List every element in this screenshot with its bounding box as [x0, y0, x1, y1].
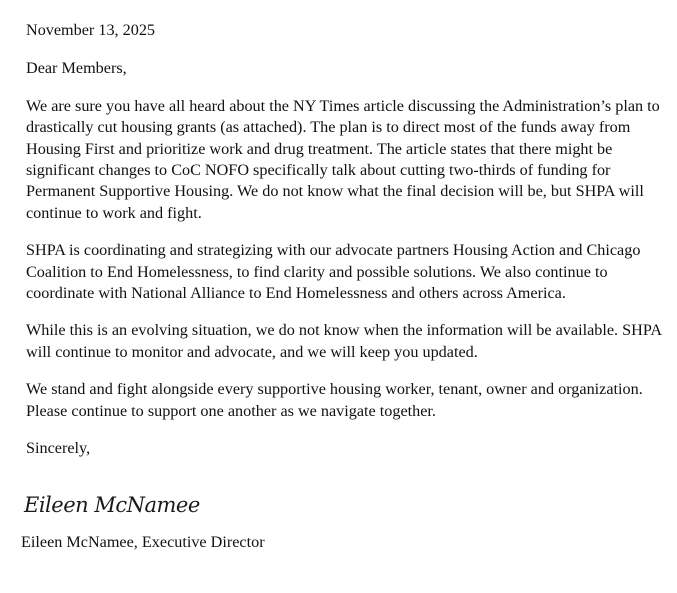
signature-image	[22, 490, 200, 524]
letter-date: November 13, 2025	[26, 21, 156, 39]
handwritten-signature	[22, 490, 200, 524]
signature-text: Eileen McNamee	[24, 493, 200, 517]
paragraph-3: While this is an evolving situation, we do not know when the information will be available. SHPA will continue to monitor and advocate, and we will keep you updated.	[26, 321, 662, 361]
letter-body	[26, 20, 666, 460]
letter-closing: Sincerely,	[26, 439, 91, 458]
paragraph-2: SHPA is coordinating and strategizing with our advocate partners Housing Action and Chicago Coalition to End Homelessness, to find clarity and possible solutions. We also continue to coordinate with National Alliance to End Homelessness and others across America.	[26, 241, 641, 303]
paragraph-1: We are sure you have all heard about the NY Times article discussing the Administration’s plan to drastically cut housing grants (as attached). The plan is to direct most of the funds away from Housing First and prioritize work and drug treatment. The article states that there might be significant changes to CoC NOFO specifically talk about cutting two-thirds of funding for Permanent Supportive Housing. We do not know what the final decision will be, but SHPA will continue to work and fight.	[26, 96, 660, 222]
letter-salutation: Dear Members,	[26, 59, 127, 78]
signer-name-title: Eileen McNamee, Executive Director	[21, 533, 265, 551]
paragraph-4: We stand and fight alongside every supportive housing worker, tenant, owner and organization. Please continue to support one another as we navigate together.	[26, 380, 643, 420]
